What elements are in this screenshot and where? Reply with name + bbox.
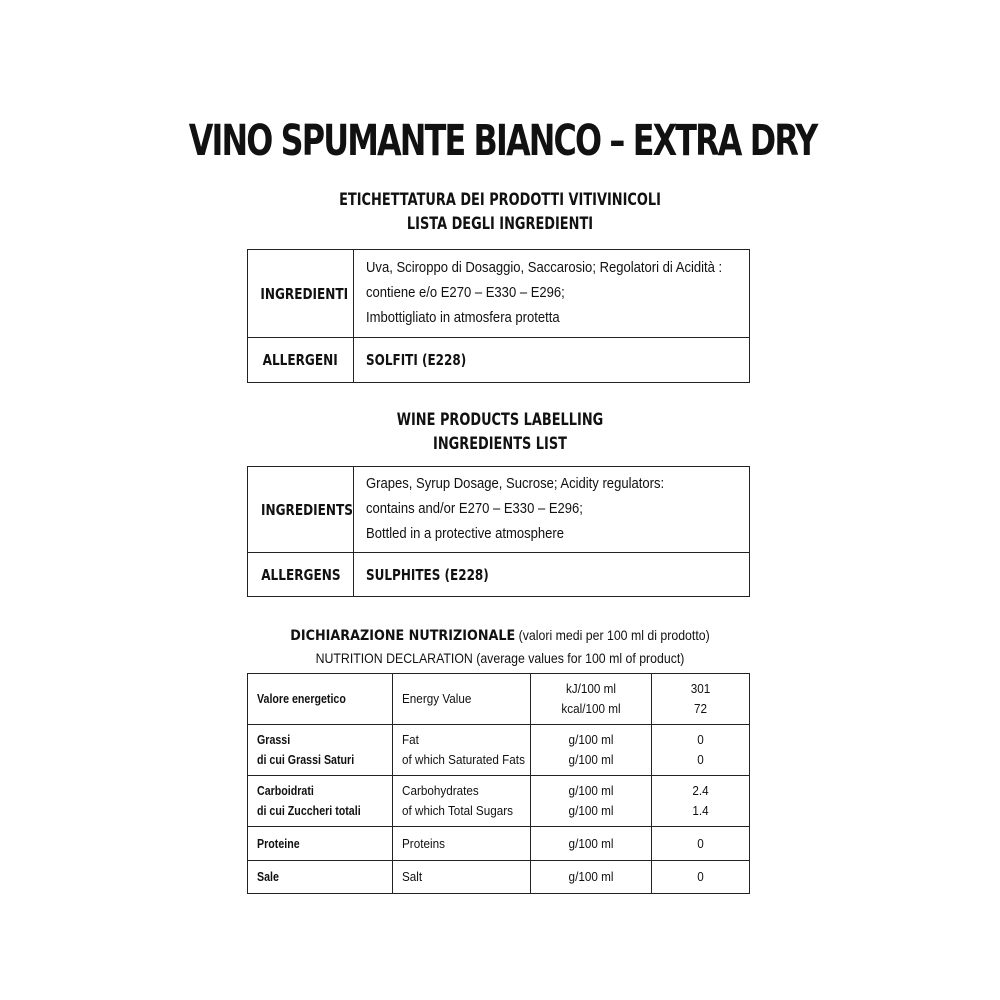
allergens-label: ALLERGENS: [248, 553, 354, 597]
english-heading: [120, 408, 880, 456]
nutrition-heading-en: NUTRITION DECLARATION (average values for 100 ml of product): [315, 650, 685, 666]
allergeni-label: ALLERGENI: [248, 338, 354, 383]
italian-heading: [120, 188, 880, 236]
ingredients-line: Bottled in a protective atmosphere: [366, 526, 565, 542]
nutrient-unit: kJ/100 ml kcal/100 ml: [531, 674, 652, 725]
nutrition-heading: [0, 624, 1000, 669]
nutrition-heading-it-bold: DICHIARAZIONE NUTRIZIONALE: [290, 628, 516, 644]
nutrient-en: Proteins: [393, 827, 531, 861]
page-title: VINO SPUMANTE BIANCO – EXTRA DRY: [188, 116, 817, 166]
table-row: [248, 725, 750, 776]
ingredienti-label: INGREDIENTI: [248, 250, 354, 338]
nutrient-value: 301 72: [652, 674, 750, 725]
nutrient-en: Salt: [393, 861, 531, 894]
allergeni-value: SOLFITI (E228): [354, 338, 750, 383]
nutrient-en: Fat of which Saturated Fats: [393, 725, 531, 776]
ingredients-value: [354, 467, 750, 553]
nutrient-it: Valore energetico: [248, 674, 393, 725]
english-heading-line1: WINE PRODUCTS LABELLING: [396, 410, 604, 430]
ingredients-label: INGREDIENTS: [248, 467, 354, 553]
ingredients-line: contains and/or E270 – E330 – E296;: [366, 501, 583, 517]
nutrient-it: Proteine: [248, 827, 393, 861]
table-row: [248, 827, 750, 861]
english-ingredients-table: [247, 466, 750, 597]
ingredients-line: Grapes, Syrup Dosage, Sucrose; Acidity regulators:: [366, 476, 665, 492]
nutrient-unit: g/100 ml: [531, 861, 652, 894]
ingredienti-value: [354, 250, 750, 338]
english-heading-line2: INGREDIENTS LIST: [433, 434, 567, 454]
nutrient-value: 0: [652, 861, 750, 894]
nutrient-en: Carbohydrates of which Total Sugars: [393, 776, 531, 827]
nutrient-it: Carboidrati di cui Zuccheri totali: [248, 776, 393, 827]
nutrient-unit: g/100 ml g/100 ml: [531, 776, 652, 827]
nutrition-heading-it: [60, 624, 940, 647]
table-row: [248, 674, 750, 725]
italian-heading-line1: ETICHETTATURA DEI PRODOTTI VITIVINICOLI: [339, 190, 661, 210]
italian-ingredients-table: [247, 249, 750, 383]
nutrient-value: 0 0: [652, 725, 750, 776]
ingredienti-line: contiene e/o E270 – E330 – E296;: [366, 285, 565, 301]
table-row: [248, 861, 750, 894]
nutrient-en: Energy Value: [393, 674, 531, 725]
table-row: [248, 776, 750, 827]
nutrient-value: 2.4 1.4: [652, 776, 750, 827]
ingredienti-line: Uva, Sciroppo di Dosaggio, Saccarosio; Regolatori di Acidità :: [366, 260, 723, 276]
nutrient-unit: g/100 ml: [531, 827, 652, 861]
nutrient-it: Sale: [248, 861, 393, 894]
nutrition-heading-it-rest: (valori medi per 100 ml di prodotto): [515, 627, 710, 643]
allergens-value: SULPHITES (E228): [354, 553, 750, 597]
ingredienti-line: Imbottigliato in atmosfera protetta: [366, 310, 560, 326]
nutrient-it: Grassi di cui Grassi Saturi: [248, 725, 393, 776]
italian-heading-line2: LISTA DEGLI INGREDIENTI: [406, 214, 594, 234]
nutrient-value: 0: [652, 827, 750, 861]
nutrient-unit: g/100 ml g/100 ml: [531, 725, 652, 776]
nutrition-table: [247, 673, 750, 894]
